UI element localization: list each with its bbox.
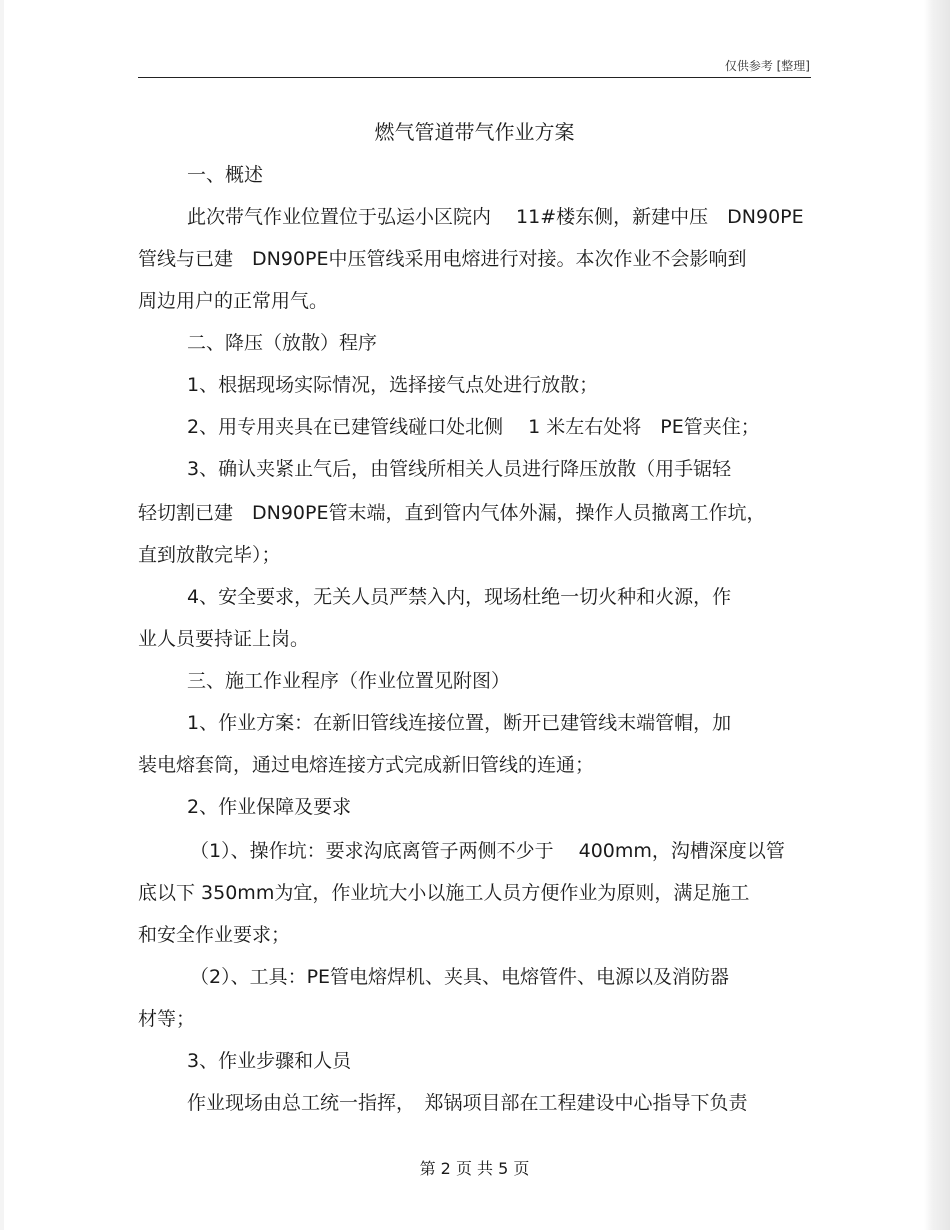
document-title: 燃气管道带气作业方案: [374, 120, 575, 144]
section-heading-procedure: 三、施工作业程序（作业位置见附图）: [187, 670, 511, 692]
page-left-edge: [0, 0, 4, 1230]
paragraph-line: 装电熔套筒，通过电熔连接方式完成新旧管线的连通；: [138, 754, 595, 776]
paragraph-line: 4、安全要求，无关人员严禁入内，现场杜绝一切火种和火源，作: [187, 586, 732, 608]
paragraph-line: 此次带气作业位置位于弘运小区院内 11#楼东侧，新建中压 DN90PE: [187, 206, 804, 228]
paragraph-line: 底以下 350mm为宜，作业坑大小以施工人员方便作业为原则，满足施工: [138, 882, 750, 904]
paragraph-line: 材等；: [138, 1008, 196, 1030]
paragraph-line: 管线与已建 DN90PE中压管线采用电熔进行对接。本次作业不会影响到: [138, 248, 747, 270]
page-right-shadow: [924, 0, 950, 1230]
paragraph-line: 1、作业方案：在新旧管线连接位置，断开已建管线末端管帽，加: [187, 712, 732, 734]
paragraph-line: 3、确认夹紧止气后，由管线所相关人员进行降压放散（用手锯轻: [187, 458, 732, 480]
paragraph-line: 直到放散完毕）；: [138, 544, 281, 566]
paragraph-line: 2、用专用夹具在已建管线碰口处北侧 1 米左右处将 PE管夹住；: [187, 416, 760, 438]
paragraph-line: 和安全作业要求；: [138, 924, 291, 946]
section-heading-depressurize: 二、降压（放散）程序: [187, 332, 378, 354]
paragraph-line: （1）、操作坑：要求沟底离管子两侧不少于 400mm，沟槽深度以管: [190, 840, 785, 862]
paragraph-line: 1、根据现场实际情况，选择接气点处进行放散；: [187, 374, 599, 396]
paragraph-line: （2）、工具：PE管电熔焊机、夹具、电熔管件、电源以及消防器: [190, 966, 730, 988]
paragraph-line: 业人员要持证上岗。: [138, 628, 310, 650]
paragraph-line: 轻切割已建 DN90PE管末端，直到管内气体外漏，操作人员撤离工作坑，: [138, 502, 766, 524]
header-note: 仅供参考 [整理]: [724, 59, 810, 73]
subsection-heading: 2、作业保障及要求: [187, 796, 352, 818]
page-number-footer: 第 2 页 共 5 页: [419, 1159, 530, 1178]
section-heading-overview: 一、概述: [187, 164, 264, 186]
header-rule: [138, 77, 811, 78]
subsection-heading: 3、作业步骤和人员: [187, 1050, 352, 1072]
paragraph-line: 周边用户的正常用气。: [138, 290, 329, 312]
paragraph-line: 作业现场由总工统一指挥， 郑锅项目部在工程建设中心指导下负责: [187, 1092, 748, 1114]
